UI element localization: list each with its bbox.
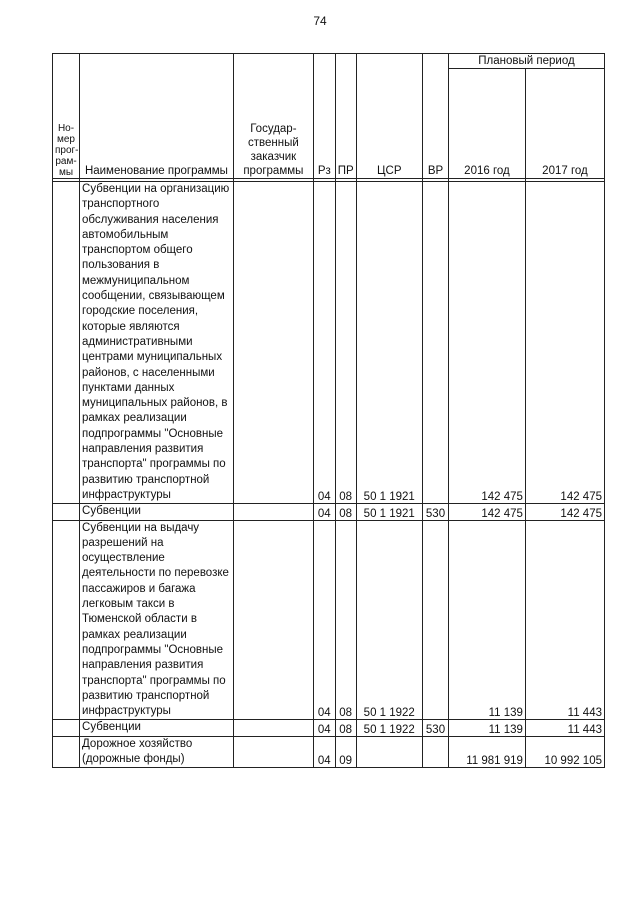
amount-2016: 142 475 [449, 182, 526, 504]
amount-2016: 11 139 [449, 720, 526, 736]
header-rz: Рз [313, 54, 335, 179]
table-row [53, 720, 605, 736]
pr-cell: 08 [335, 182, 356, 504]
page-number: 74 [313, 14, 327, 28]
amount-2017: 11 443 [525, 520, 604, 720]
header-program-name: Наименование программы [80, 54, 234, 179]
program-name: Субвенции на выдачу разрешений на осуществление деятельности по перевозке пассажиров и багажа легковым такси в Тюменской области в рамках реализации подпрограммы "Основные направления развития транспорта" программы по развитию транспортной инфраструктуры [80, 520, 234, 720]
vr-cell: 530 [423, 504, 449, 520]
amount-2017: 142 475 [525, 182, 604, 504]
amount-2016: 11 139 [449, 520, 526, 720]
vr-cell [423, 182, 449, 504]
program-name: Дорожное хозяйство (дорожные фонды) [80, 736, 234, 768]
header-year-2017: 2017 год [525, 69, 604, 179]
vr-cell: 530 [423, 720, 449, 736]
amount-2017: 10 992 105 [525, 736, 604, 768]
table-row [53, 736, 605, 768]
table-row [53, 504, 605, 520]
header-program-number: Но- мер прог- рам- мы [53, 54, 80, 179]
pr-cell: 08 [335, 520, 356, 720]
header-plan-period: Плановый период [449, 54, 605, 69]
rz-cell: 04 [313, 720, 335, 736]
pr-cell: 09 [335, 736, 356, 768]
program-name: Субвенции [80, 504, 234, 520]
csr-cell [356, 736, 423, 768]
table-row [53, 182, 605, 504]
header-year-2016: 2016 год [449, 69, 526, 179]
csr-cell: 50 1 1922 [356, 520, 423, 720]
vr-cell [423, 736, 449, 768]
amount-2016: 142 475 [449, 504, 526, 520]
header-vr: ВР [423, 54, 449, 179]
header-customer: Государ- ственный заказчик программы [233, 54, 313, 179]
rz-cell: 04 [313, 736, 335, 768]
budget-table [52, 53, 605, 768]
vr-cell [423, 520, 449, 720]
header-csr: ЦСР [356, 54, 423, 179]
rz-cell: 04 [313, 182, 335, 504]
program-name: Субвенции на организацию транспортного обслуживания населения автомобильным транспортом общего пользования в межмуниципальном сообщении, связывающем городские поселения, которые являются административными центрами муниципальных районов, с населенными пунктами данных муниципальных районов, в рамках реализации подпрограммы "Основные направления развития транспорта" программы по развитию транспортной инфраструктуры [80, 182, 234, 504]
csr-cell: 50 1 1921 [356, 504, 423, 520]
pr-cell: 08 [335, 504, 356, 520]
amount-2017: 11 443 [525, 720, 604, 736]
rz-cell: 04 [313, 520, 335, 720]
program-name: Субвенции [80, 720, 234, 736]
csr-cell: 50 1 1922 [356, 720, 423, 736]
header-row-1 [53, 54, 605, 69]
amount-2017: 142 475 [525, 504, 604, 520]
pr-cell: 08 [335, 720, 356, 736]
amount-2016: 11 981 919 [449, 736, 526, 768]
header-pr: ПР [335, 54, 356, 179]
rz-cell: 04 [313, 504, 335, 520]
table-row [53, 520, 605, 720]
csr-cell: 50 1 1921 [356, 182, 423, 504]
